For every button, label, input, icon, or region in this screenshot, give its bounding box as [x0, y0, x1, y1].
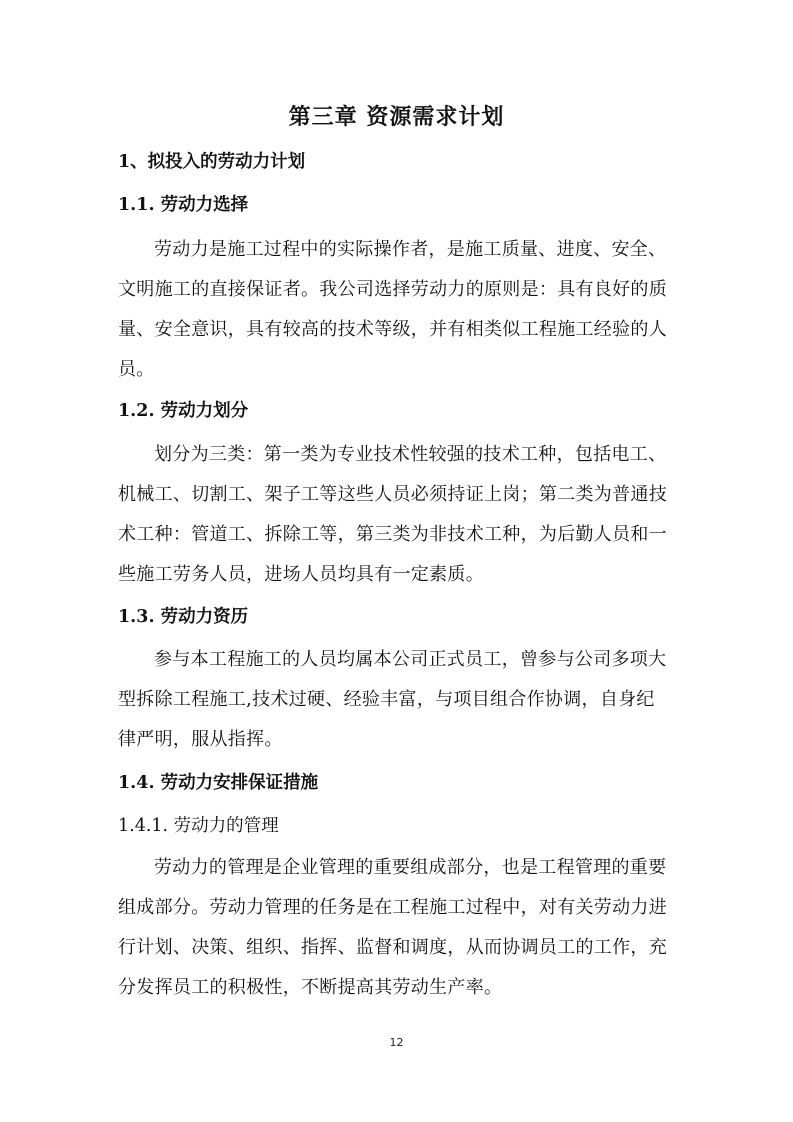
paragraph-line: 参与本工程施工的人员均属本公司正式员工，曾参与公司多项大 [154, 649, 667, 670]
paragraph-line: 型拆除工程施工,技术过硬、经验丰富，与项目组合作协调，自身纪 [118, 689, 655, 710]
paragraph-line: 机械工、切割工、架子工等这些人员必须持证上岗；第二类为普通技 [118, 484, 667, 505]
paragraph-line: 量、安全意识，具有较高的技术等级，并有相类似工程施工经验的人 [118, 319, 667, 340]
paragraph-line: 分发挥员工的积极性，不断提高其劳动生产率。 [118, 977, 503, 998]
section-heading-1-3: 1.3. 劳动力资历 [118, 607, 249, 627]
paragraph-line: 划分为三类：第一类为专业技术性较强的技术工种，包括电工、 [154, 444, 667, 465]
section-heading-1-4-1: 1.4.1. 劳动力的管理 [118, 816, 279, 836]
section-heading-1-1: 1.1. 劳动力选择 [118, 195, 249, 215]
paragraph-line: 劳动力是施工过程中的实际操作者，是施工质量、进度、安全、 [154, 239, 667, 260]
section-heading-1-4: 1.4. 劳动力安排保证措施 [118, 773, 319, 793]
chapter-title: 第三章 资源需求计划 [288, 104, 505, 130]
section-heading-1-2: 1.2. 劳动力划分 [118, 401, 249, 421]
paragraph-line: 些施工劳务人员，进场人员均具有一定素质。 [118, 564, 484, 585]
paragraph-line: 律严明，服从指挥。 [118, 729, 283, 750]
paragraph-line: 组成部分。劳动力管理的任务是在工程施工过程中，对有关劳动力进 [118, 897, 667, 918]
paragraph-line: 员。 [118, 359, 155, 380]
paragraph-line: 劳动力的管理是企业管理的重要组成部分，也是工程管理的重要 [154, 857, 667, 878]
paragraph-line: 行计划、决策、组织、指挥、监督和调度，从而协调员工的工作，充 [118, 937, 667, 958]
paragraph-line: 术工种：管道工、拆除工等，第三类为非技术工种，为后勤人员和一 [118, 524, 667, 545]
section-heading-1: 1、拟投入的劳动力计划 [118, 152, 306, 172]
page-number: 12 [389, 1036, 404, 1049]
paragraph-line: 文明施工的直接保证者。我公司选择劳动力的原则是：具有良好的质 [118, 279, 667, 300]
